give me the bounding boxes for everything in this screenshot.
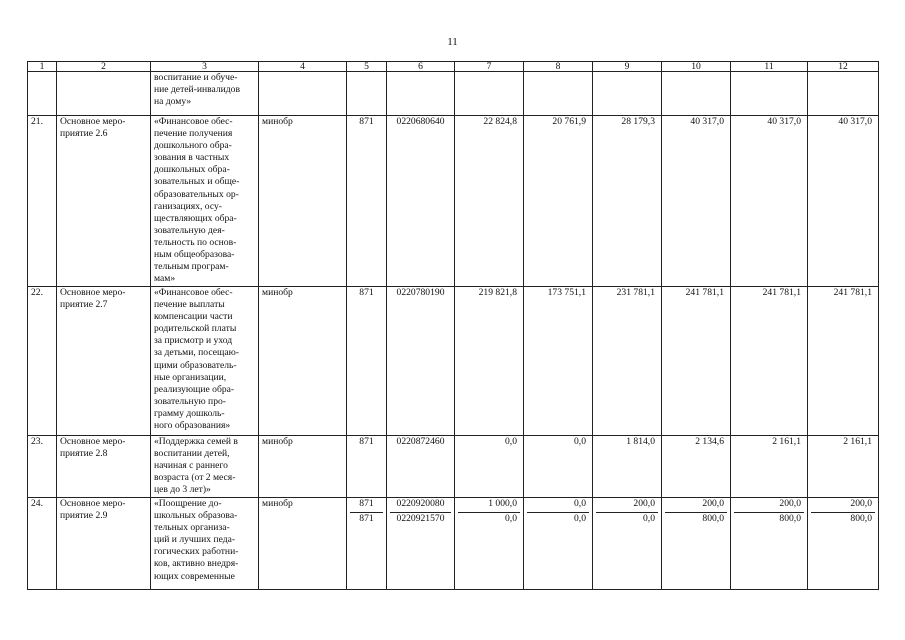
grbs-code — [347, 436, 387, 498]
text-line: школьных образова- — [154, 510, 238, 522]
cell-value: 0220921570 — [390, 512, 451, 527]
budget-table — [27, 61, 879, 590]
value-col-9 — [593, 287, 662, 436]
value-col-10 — [662, 436, 731, 498]
column-header: 8 — [524, 62, 593, 72]
text-line: гогических работни- — [154, 546, 239, 558]
cell-value: 800,0 — [665, 512, 727, 527]
table-cell — [524, 72, 593, 116]
event-description — [151, 287, 259, 436]
text-line: приятие 2.8 — [60, 448, 108, 460]
text-line: ющих современные — [154, 570, 235, 582]
event-name — [57, 436, 151, 498]
cell-value: 0220872460 — [396, 436, 445, 447]
executor — [259, 116, 347, 287]
budget-class-code — [387, 498, 455, 590]
cell-value: 871 — [359, 436, 374, 447]
cell-value: 0,0 — [574, 498, 586, 509]
cell-value: 200,0 — [633, 498, 655, 509]
cell-value: 28 179,3 — [621, 116, 655, 127]
value-col-7 — [455, 436, 524, 498]
event-name — [57, 498, 151, 590]
budget-class-code — [387, 436, 455, 498]
value-col-11 — [731, 287, 808, 436]
text-line: Основное меро- — [60, 287, 126, 298]
row-number-text: 23. — [31, 436, 43, 447]
row-number-text: 21. — [31, 116, 43, 127]
cell-value: 200,0 — [702, 498, 724, 509]
cell-value: 871 — [359, 116, 374, 127]
column-header: 6 — [387, 62, 455, 72]
cell-value: 40 317,0 — [690, 116, 724, 127]
executor-text: минобр — [262, 498, 293, 509]
text-line: Основное меро- — [60, 498, 126, 509]
text-line: ществляющих обра- — [154, 212, 237, 224]
text-line: ние детей-инвалидов — [154, 84, 240, 96]
column-header: 3 — [151, 62, 259, 72]
table-cell — [259, 72, 347, 116]
value-col-11 — [731, 116, 808, 287]
event-name — [57, 287, 151, 436]
value-col-12 — [808, 287, 879, 436]
text-line: воспитании детей, — [154, 448, 230, 460]
cell-value: 2 161,1 — [772, 436, 801, 447]
value-col-12 — [808, 436, 879, 498]
text-line: возраста (от 2 меся- — [154, 472, 236, 484]
value-col-9 — [593, 116, 662, 287]
text-line: тельных организа- — [154, 522, 230, 534]
table-cell — [455, 72, 524, 116]
text-line: дошкольных обра- — [154, 164, 230, 176]
cell-value: 2 161,1 — [843, 436, 872, 447]
row-number-text: 24. — [31, 498, 43, 509]
table-cell — [593, 72, 662, 116]
cell-value: 219 821,8 — [478, 287, 517, 298]
page-number: 11 — [447, 36, 458, 48]
text-line: приятие 2.9 — [60, 510, 108, 522]
text-line: «Финансовое обес- — [154, 116, 233, 127]
executor-text: минобр — [262, 116, 293, 127]
text-line: образовательных ор- — [154, 188, 239, 200]
cell-value: 0,0 — [574, 436, 586, 447]
cell-value: 200,0 — [779, 498, 801, 509]
column-header: 12 — [808, 62, 879, 72]
cell-value: 241 781,1 — [685, 287, 724, 298]
value-col-12 — [808, 116, 879, 287]
cell-value: 0220680640 — [396, 116, 445, 127]
text-line: ным общеобразова- — [154, 249, 235, 261]
event-description — [151, 436, 259, 498]
text-line: дошкольного обра- — [154, 140, 232, 152]
cell-value: 0,0 — [596, 512, 658, 527]
column-header: 10 — [662, 62, 731, 72]
text-line: зования в частных — [154, 152, 230, 164]
row-number-text: 22. — [31, 287, 43, 298]
text-line: приятие 2.6 — [60, 128, 108, 140]
grbs-code — [347, 287, 387, 436]
text-line: за детьми, посещаю- — [154, 347, 239, 359]
cell-value: 200,0 — [850, 498, 872, 509]
row-number — [28, 116, 57, 287]
value-col-11 — [731, 498, 808, 590]
continuation-row — [28, 72, 879, 116]
cell-value: 22 824,8 — [483, 116, 517, 127]
table-cell — [347, 72, 387, 116]
text-line: зовательных и обще- — [154, 176, 240, 188]
text-line: мам» — [154, 273, 176, 285]
text-line: начиная с раннего — [154, 460, 228, 472]
value-col-9 — [593, 436, 662, 498]
text-line: щими образователь- — [154, 359, 237, 371]
event-name — [57, 116, 151, 287]
executor — [259, 287, 347, 436]
cell-value: 1 814,0 — [626, 436, 655, 447]
executor-text: минобр — [262, 287, 293, 298]
column-number-row — [28, 62, 879, 72]
text-line: грамму дошколь- — [154, 407, 225, 419]
column-header: 2 — [57, 62, 151, 72]
value-col-10 — [662, 116, 731, 287]
event-description — [151, 116, 259, 287]
table-cell — [57, 72, 151, 116]
column-header: 5 — [347, 62, 387, 72]
cell-value: 2 134,6 — [695, 436, 724, 447]
text-line: родительской платы — [154, 323, 237, 335]
text-line: тельность по основ- — [154, 236, 237, 248]
text-line: за присмотр и уход — [154, 335, 233, 347]
cell-value: 800,0 — [734, 512, 804, 527]
value-col-7 — [455, 116, 524, 287]
text-line: ного образования» — [154, 420, 231, 432]
cell-value: 40 317,0 — [838, 116, 872, 127]
cell-value: 0220780190 — [396, 287, 445, 298]
value-col-7 — [455, 287, 524, 436]
cell-value: 1 000,0 — [488, 498, 517, 509]
table-row — [28, 498, 879, 590]
row-number — [28, 287, 57, 436]
text-line: Основное меро- — [60, 436, 126, 447]
table-cell — [731, 72, 808, 116]
table-row — [28, 436, 879, 498]
value-col-8 — [524, 116, 593, 287]
text-line: «Поощрение до- — [154, 498, 222, 509]
executor — [259, 436, 347, 498]
column-header: 1 — [28, 62, 57, 72]
table-cell — [387, 72, 455, 116]
row-number — [28, 436, 57, 498]
cell-value: 871 — [350, 512, 383, 527]
text-line: цев до 3 лет)» — [154, 484, 211, 496]
table-cell — [662, 72, 731, 116]
text-line: приятие 2.7 — [60, 299, 108, 311]
cell-value: 241 781,1 — [833, 287, 872, 298]
value-col-10 — [662, 287, 731, 436]
text-line: реализующие обра- — [154, 383, 235, 395]
grbs-code — [347, 498, 387, 590]
cell-value: 0,0 — [505, 436, 517, 447]
text-line: ций и лучших педа- — [154, 534, 236, 546]
text-line: компенсации части — [154, 311, 233, 323]
text-line: «Финансовое обес- — [154, 287, 233, 298]
text-line: «Поддержка семей в — [154, 436, 238, 447]
table-cell — [28, 72, 57, 116]
column-header: 7 — [455, 62, 524, 72]
value-col-8 — [524, 287, 593, 436]
cell-value: 0,0 — [458, 512, 520, 527]
value-col-12 — [808, 498, 879, 590]
text-line: ганизациях, осу- — [154, 200, 222, 212]
text-line: зовательную дея- — [154, 224, 225, 236]
cell-value: 20 761,9 — [552, 116, 586, 127]
table-cell — [808, 72, 879, 116]
text-line: ков, активно внедря- — [154, 558, 239, 570]
text-line: зовательную про- — [154, 395, 226, 407]
text-line: ные организации, — [154, 371, 227, 383]
budget-class-code — [387, 116, 455, 287]
column-header: 11 — [731, 62, 808, 72]
cell-value: 871 — [359, 287, 374, 298]
budget-class-code — [387, 287, 455, 436]
event-description — [151, 498, 259, 590]
value-col-11 — [731, 436, 808, 498]
text-line: на дому» — [154, 96, 192, 108]
value-col-7 — [455, 498, 524, 590]
cell-value: 0,0 — [527, 512, 589, 527]
cell-value: 871 — [359, 498, 374, 509]
text-line: печение получения — [154, 128, 233, 140]
cell-value: 173 751,1 — [547, 287, 586, 298]
cell-value: 800,0 — [811, 512, 875, 527]
text-line: печение выплаты — [154, 299, 225, 311]
value-col-8 — [524, 498, 593, 590]
value-col-8 — [524, 436, 593, 498]
value-col-10 — [662, 498, 731, 590]
table-row — [28, 116, 879, 287]
cell-value: 40 317,0 — [767, 116, 801, 127]
column-header: 9 — [593, 62, 662, 72]
cell-value: 231 781,1 — [616, 287, 655, 298]
text-line: Основное меро- — [60, 116, 126, 127]
value-col-9 — [593, 498, 662, 590]
text-line: тельным програм- — [154, 261, 229, 273]
executor — [259, 498, 347, 590]
cell-value: 0220920080 — [396, 498, 445, 509]
table-row — [28, 287, 879, 436]
grbs-code — [347, 116, 387, 287]
cell-value: 241 781,1 — [762, 287, 801, 298]
text-line: воспитание и обуче- — [154, 72, 238, 83]
column-header: 4 — [259, 62, 347, 72]
continuation-description — [151, 72, 259, 116]
row-number — [28, 498, 57, 590]
executor-text: минобр — [262, 436, 293, 447]
